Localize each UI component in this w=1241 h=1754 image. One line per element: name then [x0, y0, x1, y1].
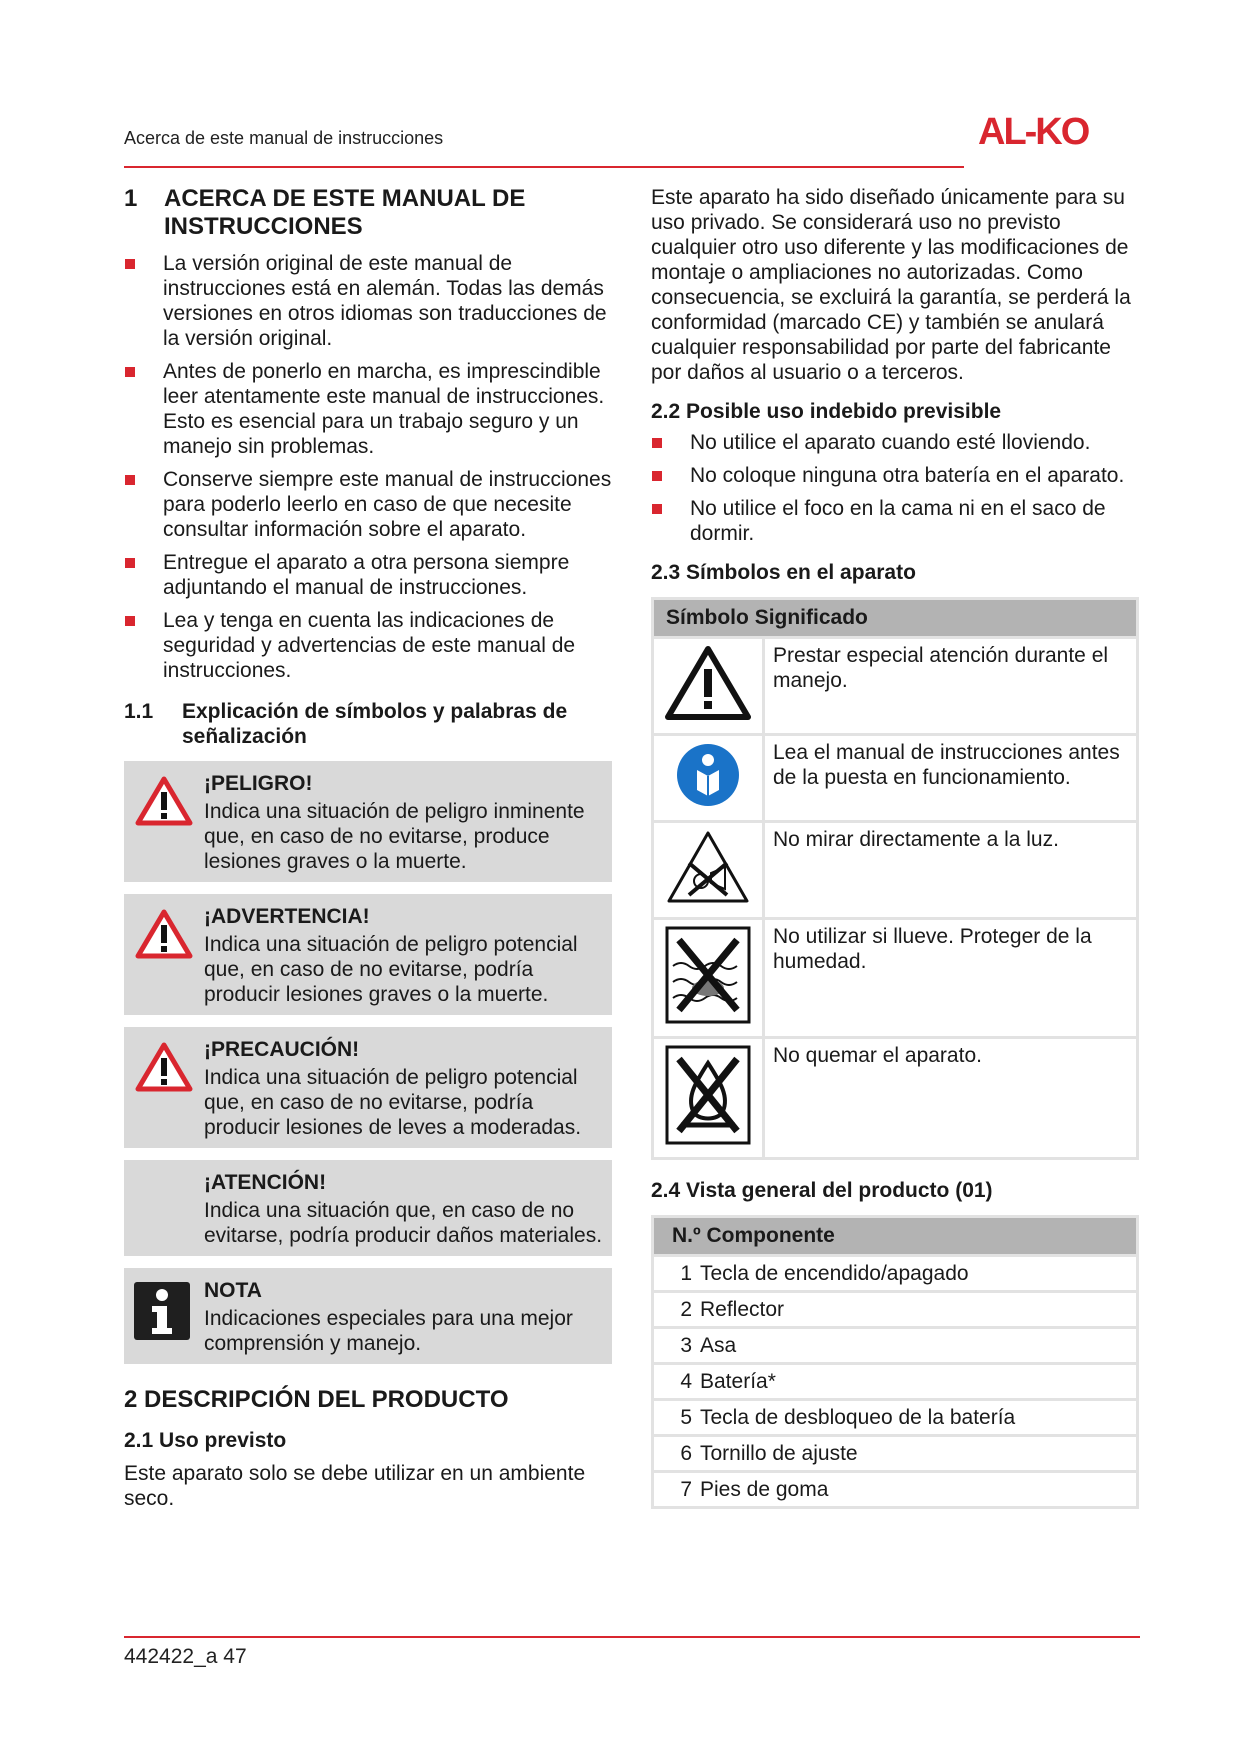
- table-row: [653, 1400, 1138, 1436]
- table-row: [653, 1364, 1138, 1400]
- section-title-line1: ACERCA DE ESTE MANUAL DE: [164, 185, 526, 212]
- table-row: [653, 822, 1138, 919]
- section-1-heading: [124, 185, 612, 241]
- symbol-cell: [653, 638, 764, 735]
- section-2-1-heading: 2.1 Uso previsto: [124, 1429, 287, 1452]
- notice-title: NOTA: [204, 1279, 262, 1302]
- header-rule: [124, 166, 964, 168]
- left-column: [124, 185, 612, 1511]
- notice-text: Indica una situación de peligro potencial que, en caso de no evitarse, podría producir lesiones graves o la muerte.: [204, 933, 578, 1006]
- notice-title: ¡ADVERTENCIA!: [204, 905, 370, 928]
- component-number: 1: [653, 1256, 697, 1292]
- component-number: 3: [653, 1328, 697, 1364]
- list-item: No coloque ninguna otra batería en el aparato.: [651, 463, 1139, 488]
- list-item: Antes de ponerlo en marcha, es imprescindible leer atentamente este manual de instrucciones. Esto es esencial para un trabajo seguro y un manejo sin problemas.: [124, 359, 612, 459]
- list-item: Lea y tenga en cuenta las indicaciones de seguridad y advertencias de este manual de instrucciones.: [124, 608, 612, 683]
- section-number: 1: [124, 185, 138, 212]
- section-2-1-text: Este aparato solo se debe utilizar en un ambiente seco.: [124, 1462, 586, 1510]
- component-name: Tecla de desbloqueo de la batería: [696, 1400, 1138, 1436]
- warning-triangle-icon: [664, 645, 752, 721]
- svg-text:AL-KO: AL-KO: [978, 112, 1089, 148]
- component-name: Asa: [696, 1328, 1138, 1364]
- component-number: 7: [653, 1472, 697, 1508]
- no-burn-icon: [665, 1045, 751, 1145]
- list-item: No utilice el foco en la cama ni en el saco de dormir.: [651, 496, 1139, 546]
- table-header-row: [653, 1217, 1138, 1256]
- no-rain-icon: [665, 926, 751, 1024]
- component-name: Tornillo de ajuste: [696, 1436, 1138, 1472]
- list-item: Conserve siempre este manual de instrucciones para poderlo leerlo en caso de que necesite consultar información sobre el aparato.: [124, 467, 612, 542]
- footer-rule: [124, 1636, 1140, 1638]
- warning-triangle-icon: [134, 775, 194, 832]
- list-item: Entregue el aparato a otra persona siempre adjuntando el manual de instrucciones.: [124, 550, 612, 600]
- read-manual-icon: [675, 742, 741, 808]
- component-name: Reflector: [696, 1292, 1138, 1328]
- right-column: [651, 185, 1139, 1509]
- component-name: Pies de goma: [696, 1472, 1138, 1508]
- table-row: [653, 1292, 1138, 1328]
- notice-text: Indica una situación de peligro potencial que, en caso de no evitarse, podría producir lesiones de leves a moderadas.: [204, 1066, 582, 1139]
- notice-text: Indica una situación que, en caso de no evitarse, podría producir daños materiales.: [204, 1199, 603, 1247]
- section-2-2-heading: 2.2 Posible uso indebido previsible: [651, 400, 1002, 423]
- component-number: 5: [653, 1400, 697, 1436]
- symbol-cell: [653, 919, 764, 1038]
- component-number: 4: [653, 1364, 697, 1400]
- running-header: Acerca de este manual de instrucciones: [124, 128, 444, 148]
- notice-warning: [124, 894, 612, 1015]
- table-row: [653, 1328, 1138, 1364]
- components-table: [651, 1215, 1139, 1509]
- component-number: 2: [653, 1292, 697, 1328]
- notice-title: ¡PELIGRO!: [204, 772, 313, 795]
- section-2-3-heading: 2.3 Símbolos en el aparato: [651, 561, 916, 584]
- symbol-cell: [653, 1038, 764, 1159]
- no-look-light-icon: [665, 829, 751, 905]
- meaning-cell: Prestar especial atención durante el manejo.: [764, 638, 1138, 735]
- table-row: [653, 1256, 1138, 1292]
- section-1-bullets: [124, 251, 612, 683]
- table-row: [653, 919, 1138, 1038]
- notice-note: [124, 1268, 612, 1364]
- component-name: Batería*: [696, 1364, 1138, 1400]
- section-2-1-continuation: Este aparato ha sido diseñado únicamente para su uso privado. Se considerará uso no previsto cualquier otro uso diferente y las modificaciones de montaje o ampliaciones no autorizadas. Como consecuencia, se excluirá la garantía, se perderá la conformidad (marcado CE) y también se anulará cualquier responsabilidad por parte del fabricante por daños al usuario o a terceros.: [651, 186, 1131, 384]
- section-title-line2: INSTRUCCIONES: [164, 213, 363, 240]
- table-row: [653, 638, 1138, 735]
- notice-caution: [124, 1027, 612, 1148]
- list-item: La versión original de este manual de instrucciones está en alemán. Todas las demás versiones en otros idiomas son traducciones de la versión original.: [124, 251, 612, 351]
- notice-attention: [124, 1160, 612, 1256]
- section-1-1-heading: 1.1 Explicación de símbolos y palabras de señalización: [124, 700, 568, 748]
- column-header: Símbolo Significado: [653, 599, 1138, 638]
- notice-title: ¡PRECAUCIÓN!: [204, 1038, 360, 1061]
- table-row: [653, 1436, 1138, 1472]
- table-row: [653, 1472, 1138, 1508]
- page-reference: 442422_a 47: [124, 1645, 247, 1668]
- symbol-cell: [653, 735, 764, 822]
- meaning-cell: No utilizar si llueve. Proteger de la humedad.: [764, 919, 1138, 1038]
- component-number: 6: [653, 1436, 697, 1472]
- table-row: [653, 1038, 1138, 1159]
- meaning-cell: Lea el manual de instrucciones antes de la puesta en funcionamiento.: [764, 735, 1138, 822]
- notice-text: Indicaciones especiales para una mejor comprensión y manejo.: [204, 1307, 573, 1355]
- notice-text: Indica una situación de peligro inminente que, en caso de no evitarse, produce lesiones graves o la muerte.: [204, 800, 585, 873]
- table-header-row: [653, 599, 1138, 638]
- component-name: Tecla de encendido/apagado: [696, 1256, 1138, 1292]
- symbol-cell: [653, 822, 764, 919]
- meaning-cell: No quemar el aparato.: [764, 1038, 1138, 1159]
- symbols-table: [651, 597, 1139, 1160]
- notice-title: ¡ATENCIÓN!: [204, 1171, 327, 1194]
- table-row: [653, 735, 1138, 822]
- warning-triangle-icon: [134, 908, 194, 965]
- alko-logo: [978, 112, 1118, 153]
- warning-triangle-icon: [134, 1041, 194, 1098]
- section-2-heading: 2 DESCRIPCIÓN DEL PRODUCTO: [124, 1386, 509, 1413]
- info-icon: [134, 1282, 190, 1345]
- list-item: No utilice el aparato cuando esté lloviendo.: [651, 430, 1139, 455]
- notice-danger: [124, 761, 612, 882]
- section-2-2-bullets: [651, 430, 1139, 546]
- meaning-cell: No mirar directamente a la luz.: [764, 822, 1138, 919]
- column-header: N.º Componente: [653, 1217, 1138, 1256]
- section-2-4-heading: 2.4 Vista general del producto (01): [651, 1179, 993, 1202]
